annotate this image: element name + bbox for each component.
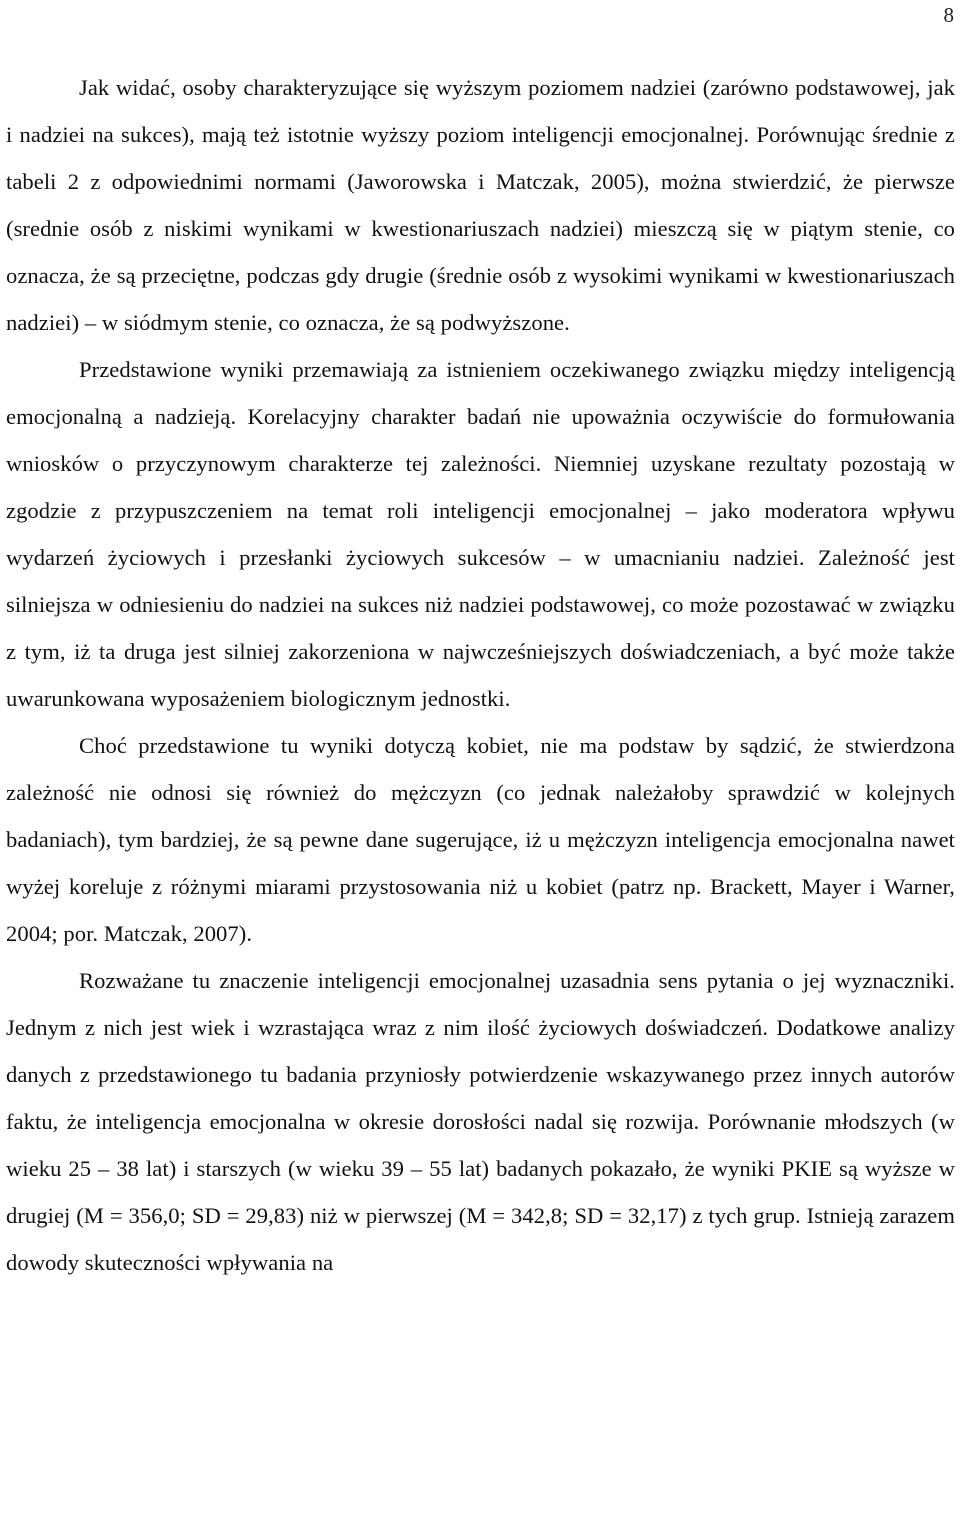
body-text bbox=[6, 64, 955, 1286]
paragraph-1: Jak widać, osoby charakteryzujące się wyższym poziomem nadziei (zarówno podstawowej, jak i nadziei na sukces), mają też istotnie wyższy poziom inteligencji emocjonalnej. Porównując średnie z tabeli 2 z odpowiednimi normami (Jaworowska i Matczak, 2005), można stwierdzić, że pierwsze (srednie osób z niskimi wynikami w kwestionariuszach nadziei) mieszczą się w piątym stenie, co oznacza, że są przeciętne, podczas gdy drugie (średnie osób z wysokimi wynikami w kwestionariuszach nadziei) – w siódmym stenie, co oznacza, że są podwyższone. bbox=[6, 75, 955, 335]
paragraph-2: Przedstawione wyniki przemawiają za istnieniem oczekiwanego związku między inteligencją emocjonalną a nadzieją. Korelacyjny charakter badań nie upoważnia oczywiście do formułowania wniosków o przyczynowym charakterze tej zależności. Niemniej uzyskane rezultaty pozostają w zgodzie z przypuszczeniem na temat roli inteligencji emocjonalnej – jako moderatora wpływu wydarzeń życiowych i przesłanki życiowych sukcesów – w umacnianiu nadziei. Zależność jest silniejsza w odniesieniu do nadziei na sukces niż nadziei podstawowej, co może pozostawać w związku z tym, iż ta druga jest silniej zakorzeniona w najwcześniejszych doświadczeniach, a być może także uwarunkowana wyposażeniem biologicznym jednostki. bbox=[6, 357, 955, 711]
paragraph-4: Rozważane tu znaczenie inteligencji emocjonalnej uzasadnia sens pytania o jej wyznaczniki. Jednym z nich jest wiek i wzrastająca wraz z nim ilość życiowych doświadczeń. Dodatkowe analizy danych z przedstawionego tu badania przyniosły potwierdzenie wskazywanego przez innych autorów faktu, że inteligencja emocjonalna w okresie dorosłości nadal się rozwija. Porównanie młodszych (w wieku 25 – 38 lat) i starszych (w wieku 39 – 55 lat) badanych pokazało, że wyniki PKIE są wyższe w drugiej (M = 356,0; SD = 29,83) niż w pierwszej (M = 342,8; SD = 32,17) z tych grup. Istnieją zarazem dowody skuteczności wpływania na bbox=[6, 968, 955, 1275]
page-number: 8 bbox=[943, 3, 954, 27]
paragraph-3: Choć przedstawione tu wyniki dotyczą kobiet, nie ma podstaw by sądzić, że stwierdzona zależność nie odnosi się również do mężczyzn (co jednak należałoby sprawdzić w kolejnych badaniach), tym bardziej, że są pewne dane sugerujące, iż u mężczyzn inteligencja emocjonalna nawet wyżej koreluje z różnymi miarami przystosowania niż u kobiet (patrz np. Brackett, Mayer i Warner, 2004; por. Matczak, 2007). bbox=[6, 733, 955, 946]
